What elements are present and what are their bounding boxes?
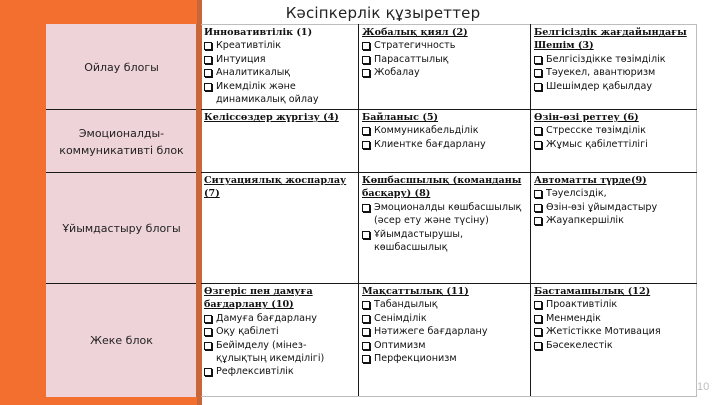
list-item: Креативтілік [204,39,355,52]
checkbox-bullet-icon [534,190,542,198]
list-item: Нәтижеге бағдарлану [362,325,527,338]
competency-cell [359,284,531,397]
list-item: Икемділік және динамикалық ойлау [204,80,355,107]
list-item: Менмендік [534,312,693,325]
list-item: Өзін-өзі ұйымдастыру [534,201,693,214]
list-item: Белгісіздікке төзімділік [534,53,693,66]
list-item: Перфекционизм [362,352,527,365]
checkbox-bullet-icon [534,315,542,323]
competency-list [362,298,527,365]
competency-heading: Мақсаттылық (11) [362,286,469,297]
list-item: Тәуелсіздік, [534,187,693,200]
checkbox-bullet-icon [534,69,542,77]
list-item: Оптимизм [362,339,527,352]
competency-cell [531,110,697,173]
competency-cell [199,25,359,110]
checkbox-bullet-icon [362,42,370,50]
checkbox-bullet-icon [534,83,542,91]
checkbox-bullet-icon [362,231,370,239]
list-item: Жобалау [362,66,527,79]
checkbox-bullet-icon [534,301,542,309]
competency-cell [531,173,697,284]
competency-heading: Көшбасшылық (команданы басқару) (8) [362,175,522,200]
list-item: Бәсекелестік [534,339,693,352]
list-item: Бейімделу (мінез-құлықтың икемділігі) [204,339,355,366]
checkbox-bullet-icon [204,328,212,336]
list-item: Жұмыс қабілеттілігі [534,138,693,151]
competency-list [534,298,693,352]
list-item: Стресске төзімділік [534,124,693,137]
checkbox-bullet-icon [534,127,542,135]
list-item: Парасаттылық [362,53,527,66]
competency-list [204,312,355,379]
list-item: Стратегичность [362,39,527,52]
checkbox-bullet-icon [534,141,542,149]
list-item: Оқу қабілеті [204,325,355,338]
list-item: Ұйымдастырушы, көшбасшылық [362,228,527,255]
checkbox-bullet-icon [362,328,370,336]
list-item: Тәуекел, авантюризм [534,66,693,79]
competency-list [362,39,527,79]
checkbox-bullet-icon [534,217,542,225]
checkbox-bullet-icon [204,315,212,323]
competency-list [534,124,693,151]
checkbox-bullet-icon [362,301,370,309]
checkbox-bullet-icon [362,315,370,323]
competency-heading: Бастамашылық (12) [534,286,651,297]
checkbox-bullet-icon [534,56,542,64]
checkbox-bullet-icon [204,69,212,77]
checkbox-bullet-icon [362,204,370,212]
checkbox-bullet-icon [362,56,370,64]
list-item: Табандылық [362,298,527,311]
competency-cell [359,110,531,173]
competency-heading: Өзін-өзі реттеу (6) [534,112,639,123]
competency-heading: Автоматты түрде(9) [534,175,647,186]
competency-heading: Өзгеріс пен дамуға бағдарлану (10) [204,286,313,311]
competency-list [204,39,355,106]
competency-cell [531,284,697,397]
table-row-organization [47,173,697,284]
competency-heading: Жобалық қиял (2) [362,27,468,38]
table-row-personal [47,284,697,397]
competency-cell [199,110,359,173]
page-number: 10 [697,381,710,393]
row-label: Эмоционалды-коммуникативті блок [47,110,199,173]
competency-heading: Инновативтілік (1) [204,27,313,38]
slide-title: Кәсіпкерлік құзыреттер [285,4,481,22]
competency-cell [531,25,697,110]
competency-heading: Белгісіздік жағдайындағы Шешім (3) [534,27,687,52]
row-label: Жеке блок [47,284,199,397]
competency-heading: Байланыс (5) [362,112,439,123]
list-item: Шешімдер қабылдау [534,80,693,93]
list-item: Сенімділік [362,312,527,325]
checkbox-bullet-icon [534,204,542,212]
checkbox-bullet-icon [204,42,212,50]
competency-cell [359,25,531,110]
list-item: Дамуға бағдарлану [204,312,355,325]
checkbox-bullet-icon [204,368,212,376]
checkbox-bullet-icon [362,355,370,363]
competency-list [362,124,527,151]
checkbox-bullet-icon [362,141,370,149]
checkbox-bullet-icon [534,328,542,336]
list-item: Жетістікке Мотивация [534,325,693,338]
table-row-thinking [47,25,697,110]
list-item: Клиентке бағдарлану [362,138,527,151]
competency-list [534,187,693,227]
list-item: Жауапкершілік [534,214,693,227]
table-row-emotional [47,110,697,173]
competency-list [534,53,693,93]
checkbox-bullet-icon [362,342,370,350]
checkbox-bullet-icon [204,83,212,91]
list-item: Аналитикалық [204,66,355,79]
competency-table [46,24,697,397]
competency-heading: Келіссөздер жүргізу (4) [204,112,339,123]
competency-cell [199,284,359,397]
competency-cell [199,173,359,284]
row-label: Ұйымдастыру блогы [47,173,199,284]
row-label: Ойлау блогы [47,25,199,110]
competency-list [362,201,527,255]
checkbox-bullet-icon [534,342,542,350]
checkbox-bullet-icon [362,69,370,77]
list-item: Коммуникабельділік [362,124,527,137]
list-item: Интуиция [204,53,355,66]
list-item: Рефлексивтілік [204,365,355,378]
list-item: Эмоционалды көшбасшылық (әсер ету және түсіну) [362,201,527,228]
list-item: Проактивтілік [534,298,693,311]
checkbox-bullet-icon [204,342,212,350]
competency-heading: Ситуациялық жоспарлау (7) [204,175,347,200]
checkbox-bullet-icon [362,127,370,135]
checkbox-bullet-icon [204,56,212,64]
competency-cell [359,173,531,284]
